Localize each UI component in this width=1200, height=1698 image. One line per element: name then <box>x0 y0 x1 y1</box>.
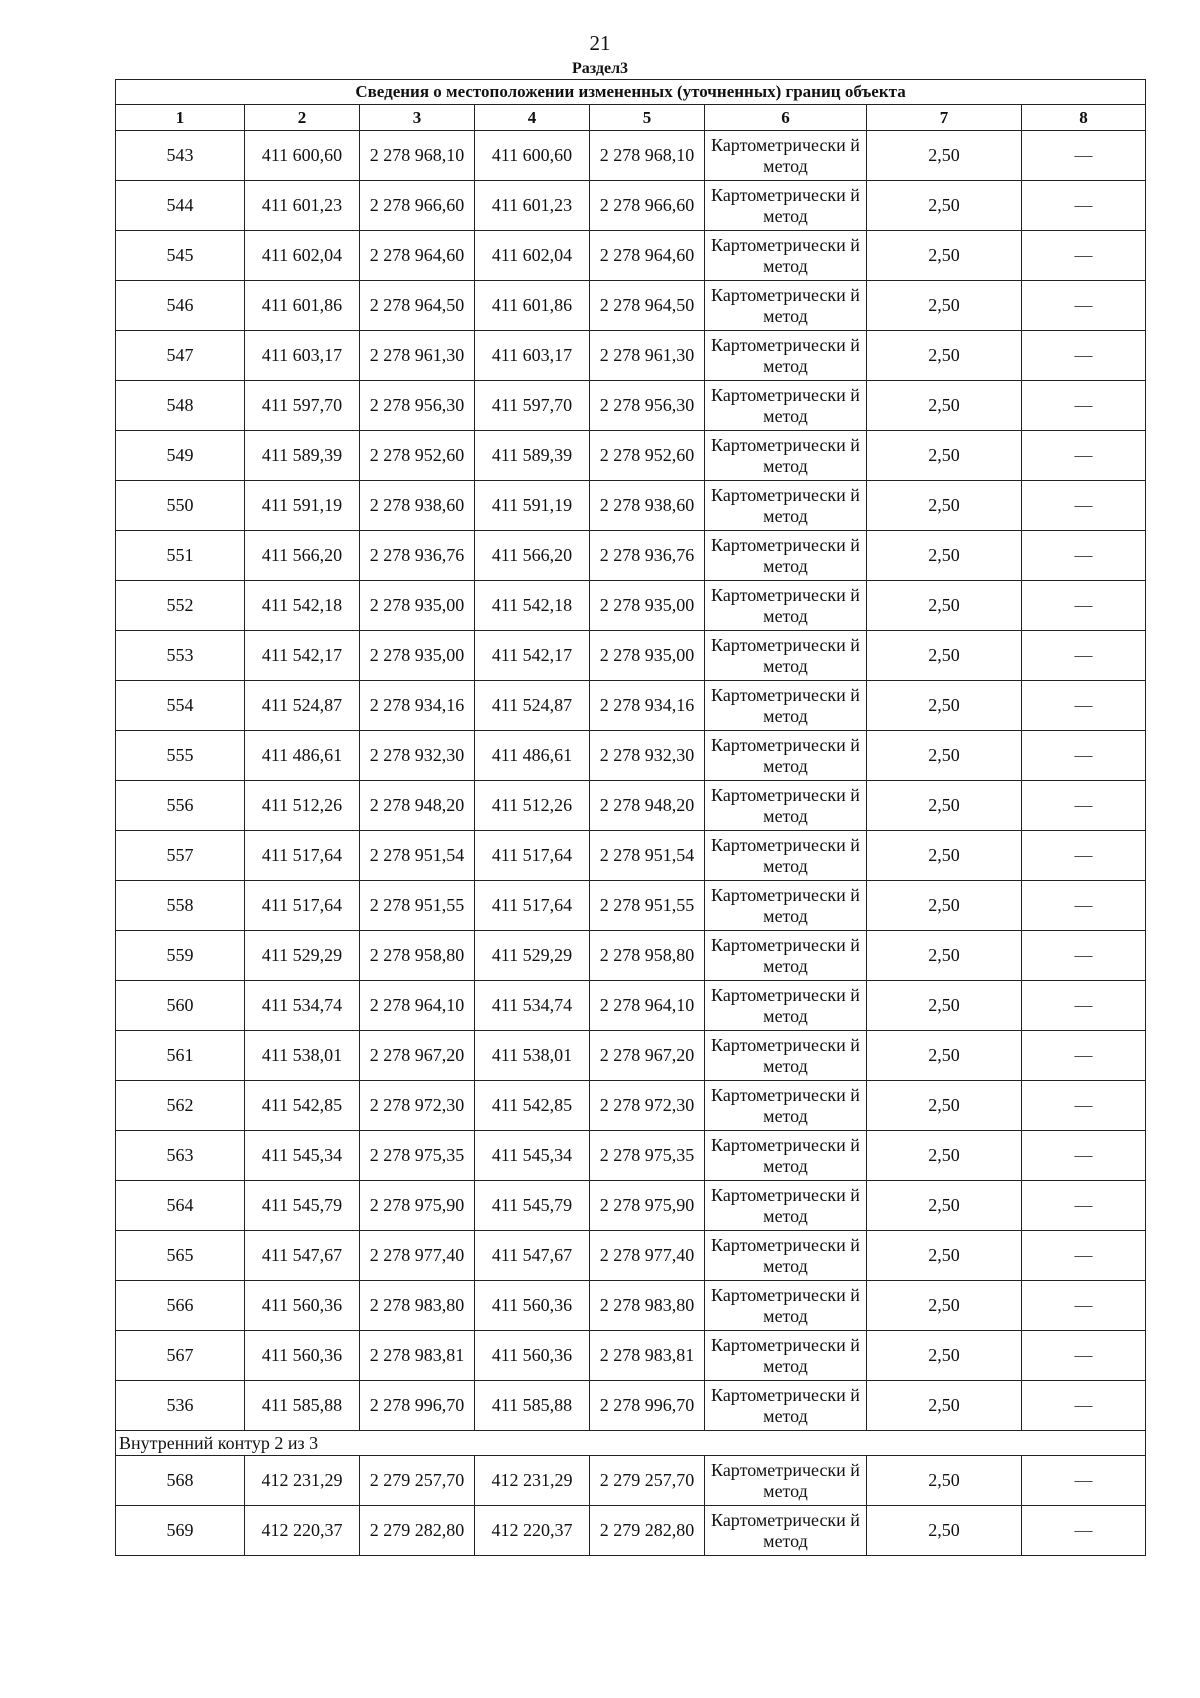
cell-method: Картометрически й метод <box>705 231 867 281</box>
cell-y-new: 2 278 948,20 <box>590 781 705 831</box>
cell-x-existing: 411 486,61 <box>245 731 360 781</box>
cell-y-existing: 2 278 948,20 <box>360 781 475 831</box>
cell-method: Картометрически й метод <box>705 131 867 181</box>
cell-y-existing: 2 278 964,10 <box>360 981 475 1031</box>
table-row <box>116 1506 1146 1556</box>
cell-method: Картометрически й метод <box>705 181 867 231</box>
cell-y-new: 2 278 951,54 <box>590 831 705 881</box>
cell-note: — <box>1022 1506 1146 1556</box>
cell-x-existing: 411 603,17 <box>245 331 360 381</box>
cell-y-new: 2 278 983,81 <box>590 1331 705 1381</box>
column-header-8: 8 <box>1022 105 1146 131</box>
cell-y-existing: 2 278 964,60 <box>360 231 475 281</box>
cell-accuracy: 2,50 <box>867 681 1022 731</box>
cell-method: Картометрически й метод <box>705 1231 867 1281</box>
cell-x-existing: 411 517,64 <box>245 881 360 931</box>
cell-method: Картометрически й метод <box>705 631 867 681</box>
cell-x-new: 411 603,17 <box>475 331 590 381</box>
cell-y-existing: 2 278 972,30 <box>360 1081 475 1131</box>
cell-y-new: 2 278 996,70 <box>590 1381 705 1431</box>
cell-point-number: 558 <box>116 881 245 931</box>
column-header-3: 3 <box>360 105 475 131</box>
table-caption: Сведения о местоположении измененных (уточненных) границ объекта <box>116 80 1146 105</box>
cell-note: — <box>1022 181 1146 231</box>
table-row <box>116 331 1146 381</box>
cell-y-new: 2 278 952,60 <box>590 431 705 481</box>
table-row <box>116 1381 1146 1431</box>
cell-x-new: 411 545,34 <box>475 1131 590 1181</box>
table-row <box>116 831 1146 881</box>
cell-point-number: 554 <box>116 681 245 731</box>
table-row <box>116 531 1146 581</box>
cell-note: — <box>1022 281 1146 331</box>
cell-x-new: 411 547,67 <box>475 1231 590 1281</box>
cell-x-new: 411 589,39 <box>475 431 590 481</box>
cell-x-existing: 411 585,88 <box>245 1381 360 1431</box>
cell-x-new: 411 597,70 <box>475 381 590 431</box>
cell-y-new: 2 278 977,40 <box>590 1231 705 1281</box>
cell-x-new: 411 560,36 <box>475 1331 590 1381</box>
cell-note: — <box>1022 1181 1146 1231</box>
cell-method: Картометрически й метод <box>705 1456 867 1506</box>
cell-x-new: 411 486,61 <box>475 731 590 781</box>
cell-point-number: 549 <box>116 431 245 481</box>
cell-method: Картометрически й метод <box>705 731 867 781</box>
cell-x-new: 411 591,19 <box>475 481 590 531</box>
cell-x-new: 411 542,18 <box>475 581 590 631</box>
cell-x-existing: 412 220,37 <box>245 1506 360 1556</box>
cell-x-new: 411 566,20 <box>475 531 590 581</box>
cell-note: — <box>1022 831 1146 881</box>
table-row <box>116 431 1146 481</box>
cell-y-existing: 2 278 975,35 <box>360 1131 475 1181</box>
cell-y-existing: 2 278 977,40 <box>360 1231 475 1281</box>
cell-point-number: 566 <box>116 1281 245 1331</box>
cell-accuracy: 2,50 <box>867 931 1022 981</box>
cell-method: Картометрически й метод <box>705 281 867 331</box>
cell-y-existing: 2 278 968,10 <box>360 131 475 181</box>
cell-y-new: 2 279 282,80 <box>590 1506 705 1556</box>
cell-note: — <box>1022 581 1146 631</box>
table-row <box>116 1331 1146 1381</box>
cell-method: Картометрически й метод <box>705 431 867 481</box>
cell-y-existing: 2 278 975,90 <box>360 1181 475 1231</box>
cell-accuracy: 2,50 <box>867 131 1022 181</box>
cell-y-existing: 2 279 257,70 <box>360 1456 475 1506</box>
cell-note: — <box>1022 431 1146 481</box>
column-header-7: 7 <box>867 105 1022 131</box>
cell-accuracy: 2,50 <box>867 1231 1022 1281</box>
cell-accuracy: 2,50 <box>867 531 1022 581</box>
table-row <box>116 681 1146 731</box>
cell-y-new: 2 278 964,10 <box>590 981 705 1031</box>
cell-note: — <box>1022 981 1146 1031</box>
cell-method: Картометрически й метод <box>705 331 867 381</box>
cell-y-existing: 2 278 935,00 <box>360 581 475 631</box>
cell-x-new: 411 534,74 <box>475 981 590 1031</box>
cell-x-new: 411 529,29 <box>475 931 590 981</box>
cell-accuracy: 2,50 <box>867 581 1022 631</box>
cell-note: — <box>1022 131 1146 181</box>
cell-x-new: 411 600,60 <box>475 131 590 181</box>
cell-point-number: 561 <box>116 1031 245 1081</box>
cell-point-number: 551 <box>116 531 245 581</box>
cell-note: — <box>1022 681 1146 731</box>
table-row <box>116 781 1146 831</box>
cell-point-number: 556 <box>116 781 245 831</box>
contour-label: Внутренний контур 2 из 3 <box>116 1431 1146 1456</box>
cell-accuracy: 2,50 <box>867 881 1022 931</box>
table-row <box>116 181 1146 231</box>
cell-point-number: 536 <box>116 1381 245 1431</box>
cell-x-existing: 411 512,26 <box>245 781 360 831</box>
cell-x-new: 411 602,04 <box>475 231 590 281</box>
cell-y-existing: 2 278 964,50 <box>360 281 475 331</box>
table-row <box>116 1081 1146 1131</box>
cell-note: — <box>1022 231 1146 281</box>
cell-x-existing: 411 601,23 <box>245 181 360 231</box>
cell-accuracy: 2,50 <box>867 831 1022 881</box>
cell-accuracy: 2,50 <box>867 481 1022 531</box>
cell-x-existing: 411 534,74 <box>245 981 360 1031</box>
cell-method: Картометрически й метод <box>705 831 867 881</box>
cell-x-new: 411 542,17 <box>475 631 590 681</box>
page-number: 21 <box>589 31 611 55</box>
cell-note: — <box>1022 331 1146 381</box>
cell-x-new: 411 560,36 <box>475 1281 590 1331</box>
cell-method: Картометрически й метод <box>705 481 867 531</box>
cell-method: Картометрически й метод <box>705 1081 867 1131</box>
table-row <box>116 281 1146 331</box>
cell-accuracy: 2,50 <box>867 631 1022 681</box>
cell-method: Картометрически й метод <box>705 1381 867 1431</box>
cell-y-new: 2 278 961,30 <box>590 331 705 381</box>
cell-y-new: 2 278 956,30 <box>590 381 705 431</box>
cell-note: — <box>1022 881 1146 931</box>
cell-y-new: 2 278 967,20 <box>590 1031 705 1081</box>
cell-x-existing: 411 589,39 <box>245 431 360 481</box>
cell-point-number: 562 <box>116 1081 245 1131</box>
cell-x-new: 411 512,26 <box>475 781 590 831</box>
cell-y-existing: 2 278 932,30 <box>360 731 475 781</box>
cell-y-new: 2 278 975,90 <box>590 1181 705 1231</box>
cell-x-existing: 411 591,19 <box>245 481 360 531</box>
cell-x-existing: 411 597,70 <box>245 381 360 431</box>
cell-y-existing: 2 279 282,80 <box>360 1506 475 1556</box>
column-header-4: 4 <box>475 105 590 131</box>
cell-accuracy: 2,50 <box>867 381 1022 431</box>
table-row <box>116 381 1146 431</box>
cell-x-new: 412 220,37 <box>475 1506 590 1556</box>
cell-note: — <box>1022 731 1146 781</box>
cell-y-existing: 2 278 935,00 <box>360 631 475 681</box>
column-header-2: 2 <box>245 105 360 131</box>
column-header-6: 6 <box>705 105 867 131</box>
table-row <box>116 581 1146 631</box>
table-row <box>116 1231 1146 1281</box>
cell-point-number: 552 <box>116 581 245 631</box>
cell-x-existing: 411 560,36 <box>245 1331 360 1381</box>
cell-note: — <box>1022 481 1146 531</box>
cell-x-new: 411 601,86 <box>475 281 590 331</box>
cell-point-number: 550 <box>116 481 245 531</box>
cell-x-new: 412 231,29 <box>475 1456 590 1506</box>
cell-note: — <box>1022 1456 1146 1506</box>
cell-point-number: 557 <box>116 831 245 881</box>
cell-point-number: 567 <box>116 1331 245 1381</box>
cell-x-existing: 411 538,01 <box>245 1031 360 1081</box>
cell-x-new: 411 538,01 <box>475 1031 590 1081</box>
cell-x-existing: 411 542,85 <box>245 1081 360 1131</box>
table-row <box>116 231 1146 281</box>
cell-y-new: 2 278 964,50 <box>590 281 705 331</box>
table-body <box>116 131 1146 1556</box>
cell-method: Картометрически й метод <box>705 781 867 831</box>
cell-y-new: 2 278 934,16 <box>590 681 705 731</box>
column-number-row <box>116 105 1146 131</box>
table-row <box>116 1131 1146 1181</box>
cell-note: — <box>1022 1131 1146 1181</box>
cell-x-existing: 412 231,29 <box>245 1456 360 1506</box>
cell-note: — <box>1022 1031 1146 1081</box>
cell-accuracy: 2,50 <box>867 1181 1022 1231</box>
cell-y-new: 2 278 936,76 <box>590 531 705 581</box>
cell-y-new: 2 278 966,60 <box>590 181 705 231</box>
cell-x-existing: 411 542,17 <box>245 631 360 681</box>
cell-method: Картометрически й метод <box>705 681 867 731</box>
cell-y-new: 2 278 938,60 <box>590 481 705 531</box>
cell-y-existing: 2 278 956,30 <box>360 381 475 431</box>
cell-method: Картометрически й метод <box>705 1181 867 1231</box>
cell-note: — <box>1022 531 1146 581</box>
section-title: Раздел3 <box>571 60 629 77</box>
cell-method: Картометрически й метод <box>705 1506 867 1556</box>
cell-y-new: 2 278 935,00 <box>590 581 705 631</box>
cell-y-new: 2 278 964,60 <box>590 231 705 281</box>
cell-accuracy: 2,50 <box>867 731 1022 781</box>
cell-accuracy: 2,50 <box>867 1131 1022 1181</box>
cell-note: — <box>1022 781 1146 831</box>
cell-y-existing: 2 278 938,60 <box>360 481 475 531</box>
cell-y-existing: 2 278 983,81 <box>360 1331 475 1381</box>
cell-y-existing: 2 278 958,80 <box>360 931 475 981</box>
cell-accuracy: 2,50 <box>867 1281 1022 1331</box>
cell-accuracy: 2,50 <box>867 1506 1022 1556</box>
cell-point-number: 568 <box>116 1456 245 1506</box>
cell-method: Картометрически й метод <box>705 381 867 431</box>
cell-note: — <box>1022 631 1146 681</box>
cell-point-number: 560 <box>116 981 245 1031</box>
cell-y-new: 2 278 932,30 <box>590 731 705 781</box>
cell-x-existing: 411 545,34 <box>245 1131 360 1181</box>
cell-x-existing: 411 524,87 <box>245 681 360 731</box>
cell-x-new: 411 524,87 <box>475 681 590 731</box>
cell-point-number: 553 <box>116 631 245 681</box>
table-row <box>116 1456 1146 1506</box>
cell-note: — <box>1022 1331 1146 1381</box>
cell-y-existing: 2 278 966,60 <box>360 181 475 231</box>
cell-y-new: 2 278 968,10 <box>590 131 705 181</box>
cell-point-number: 555 <box>116 731 245 781</box>
cell-y-existing: 2 278 934,16 <box>360 681 475 731</box>
cell-point-number: 545 <box>116 231 245 281</box>
cell-point-number: 544 <box>116 181 245 231</box>
cell-x-new: 411 517,64 <box>475 831 590 881</box>
cell-note: — <box>1022 1381 1146 1431</box>
cell-point-number: 563 <box>116 1131 245 1181</box>
cell-accuracy: 2,50 <box>867 1456 1022 1506</box>
table-row <box>116 481 1146 531</box>
cell-y-existing: 2 278 952,60 <box>360 431 475 481</box>
cell-note: — <box>1022 1081 1146 1131</box>
column-header-5: 5 <box>590 105 705 131</box>
cell-point-number: 547 <box>116 331 245 381</box>
table-row <box>116 131 1146 181</box>
cell-x-existing: 411 600,60 <box>245 131 360 181</box>
cell-y-existing: 2 278 951,55 <box>360 881 475 931</box>
table-row <box>116 731 1146 781</box>
column-header-1: 1 <box>116 105 245 131</box>
cell-y-new: 2 278 972,30 <box>590 1081 705 1131</box>
cell-accuracy: 2,50 <box>867 281 1022 331</box>
cell-method: Картометрически й метод <box>705 1031 867 1081</box>
table-row <box>116 1031 1146 1081</box>
cell-x-existing: 411 560,36 <box>245 1281 360 1331</box>
cell-point-number: 546 <box>116 281 245 331</box>
cell-y-existing: 2 278 996,70 <box>360 1381 475 1431</box>
cell-y-existing: 2 278 951,54 <box>360 831 475 881</box>
cell-method: Картометрически й метод <box>705 1131 867 1181</box>
cell-x-new: 411 585,88 <box>475 1381 590 1431</box>
cell-y-existing: 2 278 967,20 <box>360 1031 475 1081</box>
table-row <box>116 1181 1146 1231</box>
cell-method: Картометрически й метод <box>705 531 867 581</box>
cell-method: Картометрически й метод <box>705 1281 867 1331</box>
coordinates-table <box>115 79 1146 1556</box>
cell-method: Картометрически й метод <box>705 931 867 981</box>
cell-x-new: 411 517,64 <box>475 881 590 931</box>
cell-y-new: 2 279 257,70 <box>590 1456 705 1506</box>
cell-note: — <box>1022 381 1146 431</box>
cell-y-new: 2 278 951,55 <box>590 881 705 931</box>
cell-accuracy: 2,50 <box>867 781 1022 831</box>
cell-note: — <box>1022 1281 1146 1331</box>
cell-method: Картометрически й метод <box>705 981 867 1031</box>
cell-note: — <box>1022 931 1146 981</box>
cell-x-new: 411 601,23 <box>475 181 590 231</box>
cell-x-existing: 411 545,79 <box>245 1181 360 1231</box>
table-row <box>116 881 1146 931</box>
cell-y-new: 2 278 958,80 <box>590 931 705 981</box>
cell-point-number: 543 <box>116 131 245 181</box>
cell-y-new: 2 278 975,35 <box>590 1131 705 1181</box>
table-row <box>116 931 1146 981</box>
table-row <box>116 981 1146 1031</box>
cell-point-number: 569 <box>116 1506 245 1556</box>
cell-y-existing: 2 278 983,80 <box>360 1281 475 1331</box>
cell-accuracy: 2,50 <box>867 981 1022 1031</box>
cell-point-number: 548 <box>116 381 245 431</box>
cell-x-existing: 411 547,67 <box>245 1231 360 1281</box>
contour-row <box>116 1431 1146 1456</box>
cell-x-new: 411 545,79 <box>475 1181 590 1231</box>
cell-method: Картометрически й метод <box>705 881 867 931</box>
cell-x-existing: 411 517,64 <box>245 831 360 881</box>
cell-x-new: 411 542,85 <box>475 1081 590 1131</box>
cell-point-number: 565 <box>116 1231 245 1281</box>
cell-y-existing: 2 278 961,30 <box>360 331 475 381</box>
cell-x-existing: 411 566,20 <box>245 531 360 581</box>
cell-accuracy: 2,50 <box>867 431 1022 481</box>
cell-method: Картометрически й метод <box>705 1331 867 1381</box>
cell-note: — <box>1022 1231 1146 1281</box>
cell-accuracy: 2,50 <box>867 181 1022 231</box>
cell-accuracy: 2,50 <box>867 1381 1022 1431</box>
cell-accuracy: 2,50 <box>867 1031 1022 1081</box>
cell-y-new: 2 278 983,80 <box>590 1281 705 1331</box>
cell-y-existing: 2 278 936,76 <box>360 531 475 581</box>
cell-accuracy: 2,50 <box>867 1081 1022 1131</box>
cell-accuracy: 2,50 <box>867 1331 1022 1381</box>
cell-x-existing: 411 542,18 <box>245 581 360 631</box>
cell-x-existing: 411 602,04 <box>245 231 360 281</box>
cell-point-number: 564 <box>116 1181 245 1231</box>
cell-point-number: 559 <box>116 931 245 981</box>
cell-x-existing: 411 529,29 <box>245 931 360 981</box>
table-row <box>116 631 1146 681</box>
cell-method: Картометрически й метод <box>705 581 867 631</box>
cell-accuracy: 2,50 <box>867 331 1022 381</box>
cell-y-new: 2 278 935,00 <box>590 631 705 681</box>
cell-accuracy: 2,50 <box>867 231 1022 281</box>
cell-x-existing: 411 601,86 <box>245 281 360 331</box>
table-row <box>116 1281 1146 1331</box>
